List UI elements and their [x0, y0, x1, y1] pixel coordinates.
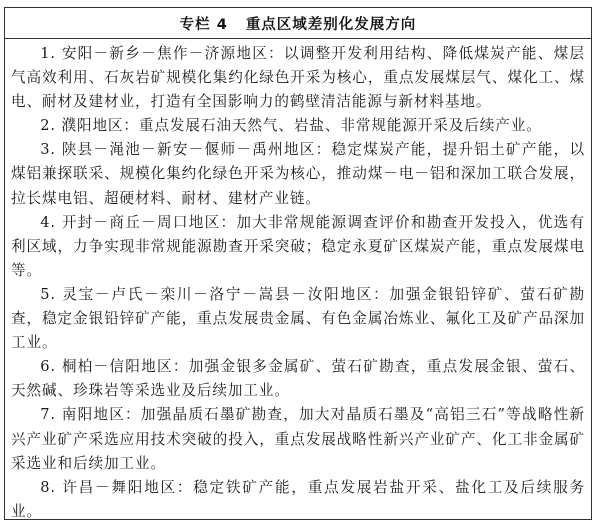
region-item-6: 6. 桐柏－信阳地区：加强金银多金属矿、萤石矿勘查，重点发展金银、萤石、天然碱、珍珠岩等采选业及后续加工业。 [11, 358, 585, 400]
sidebar-box-column-4 [4, 7, 592, 520]
region-item-3: 3. 陕县－渑池－新安－偃师－禹州地区：稳定煤炭产能，提升铝土矿产能，以煤铝兼探联采、规模化集约化绿色开采为核心，推动煤－电－铝和深加工联合发展，拉长煤电铝、超硬材料、耐材、建材产业链。 [11, 141, 585, 207]
region-item-4: 4. 开封－商丘－周口地区：加大非常规能源调查评价和勘查开发投入，优选有利区域，力争实现非常规能源勘查开采突破；稳定永夏矿区煤炭产能，重点发展煤电等。 [11, 213, 585, 279]
box-title: 重点区域差别化发展方向 [245, 16, 417, 33]
box-body [5, 39, 591, 524]
region-item-5: 5. 灵宝－卢氏－栾川－洛宁－嵩县－汝阳地区：加强金银铅锌矿、萤石矿勘查，稳定金银铅锌矿产能，重点发展贵金属、有色金属冶炼业、氟化工及矿产品深加工业。 [11, 285, 585, 352]
region-item-7: 7. 南阳地区：加强晶质石墨矿勘查，加大对晶质石墨及“高铝三石”等战略性新兴产业矿产采选应用技术突破的投入，重点发展战略性新兴产业矿产、化工非金属矿采选业和后续加工业。 [11, 406, 585, 472]
box-header [5, 8, 591, 39]
region-item-1: 1. 安阳－新乡－焦作－济源地区：以调整开发利用结构、降低煤炭产能、煤层气高效利用、石灰岩矿规模化集约化绿色开采为核心，重点发展煤层气、煤化工、煤电、耐材及建材业，打造有全国影响力的鹤壁清洁能源与新材料基地。 [11, 45, 585, 111]
box-label: 专栏 4 [179, 16, 228, 33]
region-item-2: 2. 濮阳地区：重点发展石油天然气、岩盐、非常规能源开采及后续产业。 [40, 117, 542, 135]
region-item-8: 8. 许昌－舞阳地区：稳定铁矿产能，重点发展岩盐开采、盐化工及后续服务业。 [11, 478, 585, 520]
